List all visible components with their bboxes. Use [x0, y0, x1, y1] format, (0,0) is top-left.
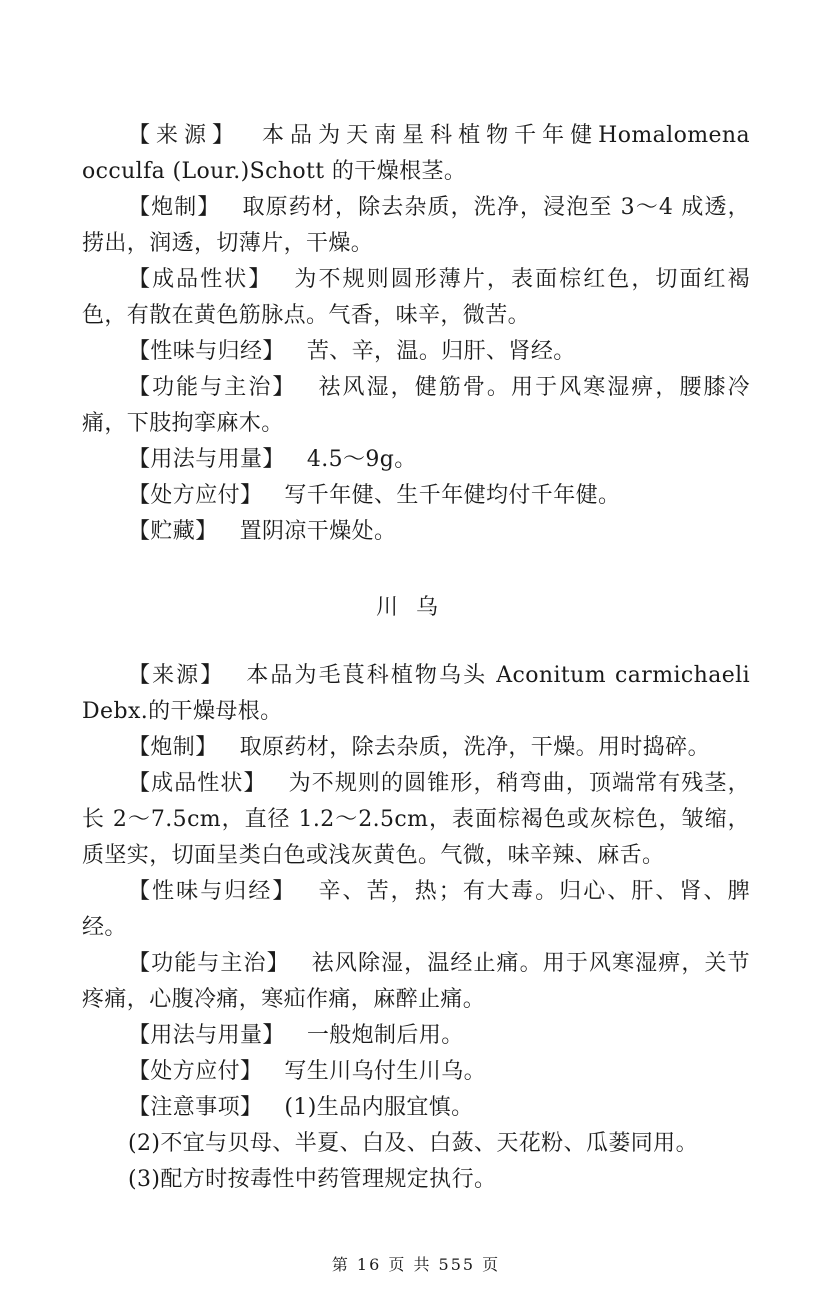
label-source: 【来源】 — [128, 123, 241, 148]
qnj-source — [82, 118, 750, 190]
cw-prescription — [82, 1054, 750, 1090]
qnj-appearance-text: 为不规则圆形薄片，表面棕红色，切面红褐色，有散在黄色筋脉点。气香，味辛，微苦。 — [82, 267, 750, 328]
label-source: 【来源】 — [128, 663, 225, 688]
label-prescription: 【处方应付】 — [128, 483, 263, 508]
page-number: 第 16 页 共 555 页 — [331, 1255, 501, 1274]
label-nature: 【性味与归经】 — [128, 339, 285, 364]
qnj-processing — [82, 190, 750, 262]
cw-function-text: 祛风除湿，温经止痛。用于风寒湿痹，关节疼痛，心腹冷痛，寒疝作痛，麻醉止痛。 — [82, 951, 750, 1012]
label-appearance: 【成品性状】 — [128, 771, 267, 796]
qnj-source-text: 本品为天南星科植物千年健Homalomena occulfa (Lour.)Schott 的干燥根茎。 — [82, 123, 751, 184]
cw-source-text: 本品为毛茛科植物乌头 Aconitum carmichaeli Debx.的干燥母根。 — [82, 663, 751, 724]
qnj-function — [82, 370, 750, 442]
label-dosage: 【用法与用量】 — [128, 1023, 285, 1048]
qnj-nature — [82, 334, 750, 370]
label-appearance: 【成品性状】 — [128, 267, 273, 292]
qnj-function-text: 祛风湿，健筋骨。用于风寒湿痹，腰膝冷痛，下肢拘挛麻木。 — [82, 375, 750, 436]
cw-dosage — [82, 1018, 750, 1054]
section-title: 川乌 — [375, 595, 456, 620]
cw-nature-text: 辛、苦，热；有大毒。归心、肝、肾、脾经。 — [82, 879, 750, 940]
qnj-processing-text: 取原药材，除去杂质，洗净，浸泡至 3～4 成透，捞出，润透，切薄片，干燥。 — [82, 195, 750, 256]
qnj-prescription — [82, 478, 750, 514]
qnj-storage-text: 置阴凉干燥处。 — [239, 519, 397, 544]
label-dosage: 【用法与用量】 — [128, 447, 285, 472]
qnj-nature-text: 苦、辛，温。归肝、肾经。 — [306, 339, 576, 364]
label-processing: 【炮制】 — [128, 735, 218, 760]
qnj-appearance — [82, 262, 750, 334]
cw-appearance-text: 为不规则的圆锥形，稍弯曲，顶端常有残茎，长 2～7.5cm，直径 1.2～2.5cm，表面棕褐色或灰棕色，皱缩，质坚实，切面呈类白色或浅灰黄色。气微，味辛辣、麻舌。 — [82, 771, 750, 868]
label-function: 【功能与主治】 — [128, 951, 290, 976]
label-storage: 【贮藏】 — [128, 519, 218, 544]
cw-precaution-3: (3)配方时按毒性中药管理规定执行。 — [128, 1167, 497, 1192]
cw-appearance — [82, 766, 750, 874]
qnj-dosage-text: 4.5～9g。 — [306, 447, 417, 472]
label-processing: 【炮制】 — [128, 195, 221, 220]
qnj-prescription-text: 写千年健、生千年健均付千年健。 — [284, 483, 621, 508]
cw-dosage-text: 一般炮制后用。 — [306, 1023, 464, 1048]
cw-precaution-2: (2)不宜与贝母、半夏、白及、白蔹、天花粉、瓜蒌同用。 — [128, 1131, 698, 1156]
cw-prescription-text: 写生川乌付生川乌。 — [284, 1059, 487, 1084]
cw-nature — [82, 874, 750, 946]
cw-processing-text: 取原药材，除去杂质，洗净，干燥。用时捣碎。 — [239, 735, 711, 760]
cw-source — [82, 658, 750, 730]
cw-precaution-1: (1)生品内服宜慎。 — [284, 1095, 474, 1120]
qnj-storage — [82, 514, 750, 550]
label-prescription: 【处方应付】 — [128, 1059, 263, 1084]
label-nature: 【性味与归经】 — [128, 879, 297, 904]
qnj-dosage — [82, 442, 750, 478]
label-function: 【功能与主治】 — [128, 375, 297, 400]
label-precautions: 【注意事项】 — [128, 1095, 263, 1120]
cw-processing — [82, 730, 750, 766]
cw-precautions — [82, 1090, 750, 1126]
cw-function — [82, 946, 750, 1018]
